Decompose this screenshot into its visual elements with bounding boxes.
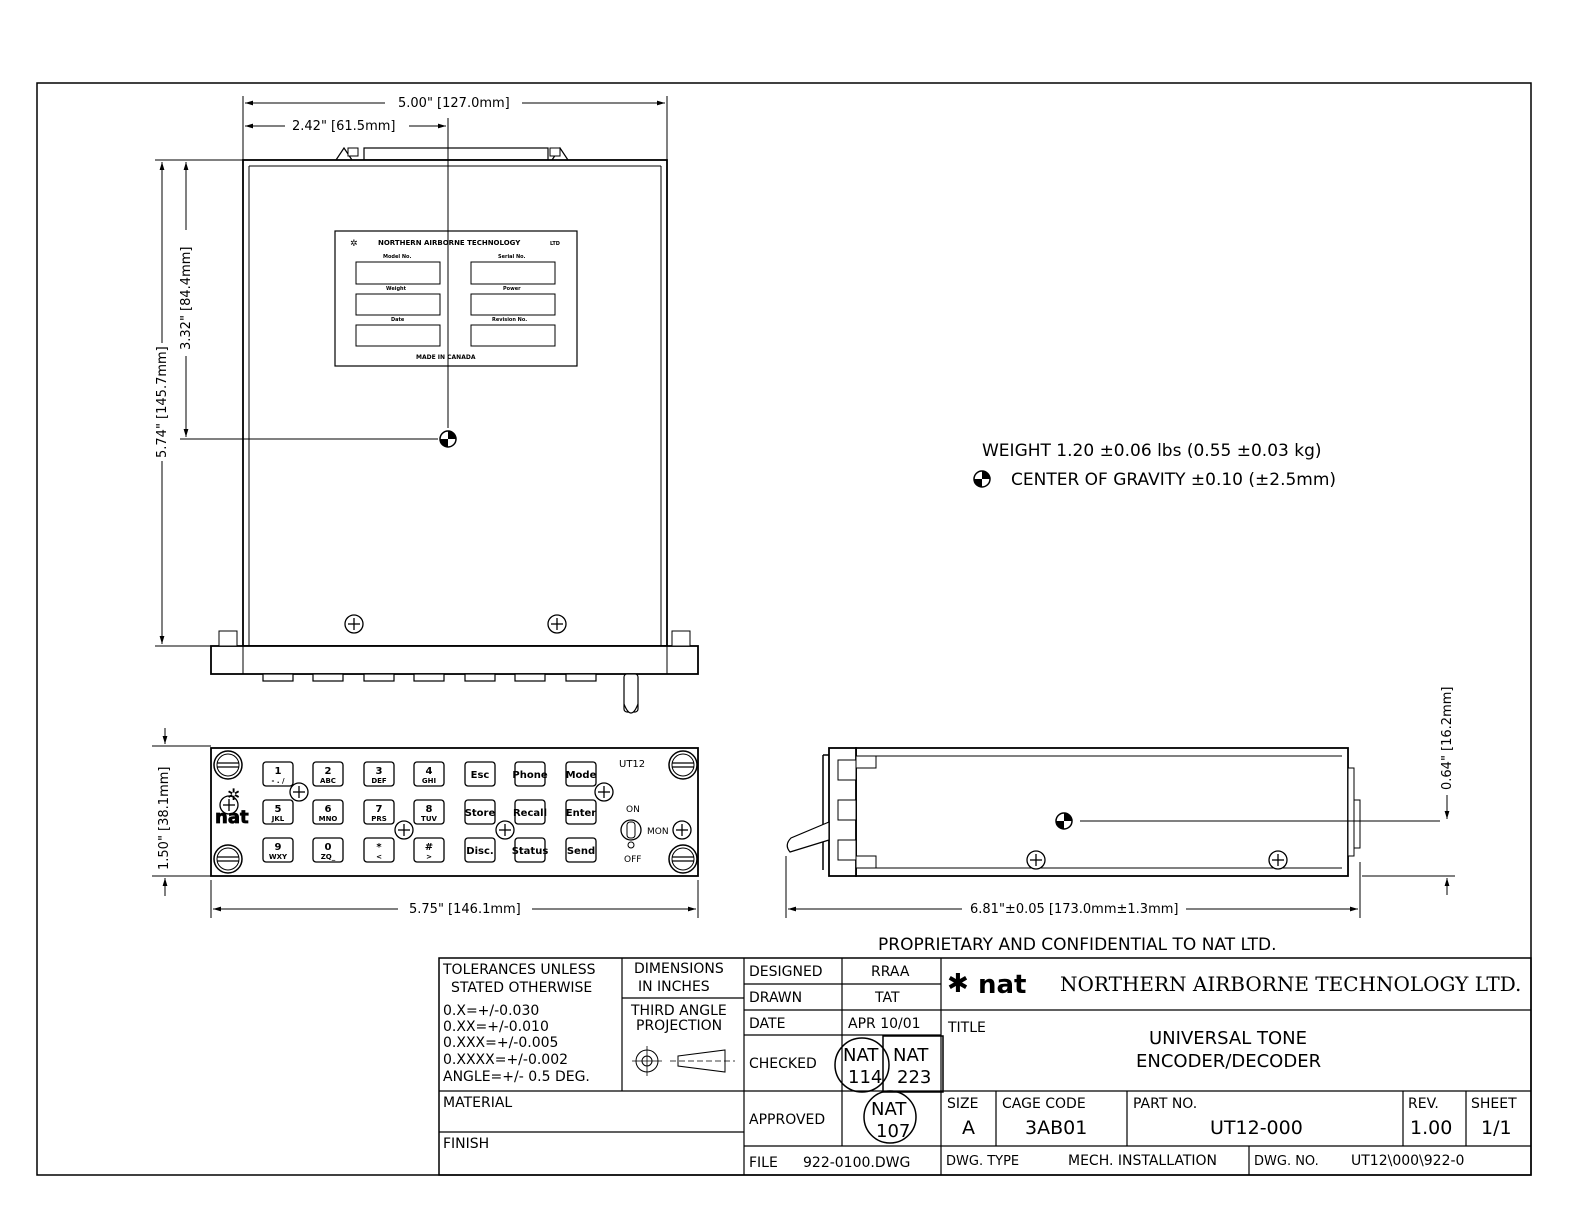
side-cg-icon: [1056, 813, 1072, 829]
nat-star-icon: ✱: [947, 969, 969, 999]
keypad-key-label: 7: [375, 804, 383, 815]
keypad-key-label: Recall: [512, 808, 548, 819]
keypad-key: [512, 762, 547, 786]
keypad-key: [364, 800, 394, 824]
checked-stamp: NAT: [893, 1045, 929, 1066]
side-cg-dim: 0.64" [16.2mm]: [1440, 686, 1455, 790]
designed-label: DESIGNED: [749, 964, 823, 980]
keypad-key-label: #: [424, 842, 434, 853]
keypad-key: [566, 800, 597, 824]
keypad-key-label: 3: [375, 766, 383, 777]
keypad-key-sublabel: - . /: [271, 777, 285, 785]
keypad-key-label: Status: [511, 846, 549, 857]
drawing-title: ENCODER/DECODER: [1136, 1051, 1322, 1072]
keypad-key-sublabel: TUV: [421, 815, 437, 823]
top-height-dim: 5.74" [145.7mm]: [155, 346, 170, 458]
drawing-title: UNIVERSAL TONE: [1149, 1028, 1307, 1049]
keypad-key-label: Send: [566, 846, 596, 857]
date-value: APR 10/01: [848, 1016, 921, 1032]
side-screw-icon: [1027, 851, 1045, 869]
plate-revision-label: Revision No.: [492, 317, 528, 323]
keypad-key-label: Store: [464, 808, 496, 819]
keypad-key: [364, 838, 394, 862]
keypad-key: [465, 838, 495, 862]
sheet-value: 1/1: [1481, 1117, 1512, 1139]
keypad-key-label: Mode: [565, 770, 597, 781]
rev-label: REV.: [1408, 1096, 1439, 1112]
date-label: DATE: [749, 1016, 786, 1032]
keypad: [263, 762, 597, 862]
keypad-key: [263, 800, 293, 824]
tolerance-line: 0.XX=+/-0.010: [443, 1019, 549, 1035]
top-screw-icon: [345, 615, 363, 633]
keypad-key-label: Enter: [565, 808, 597, 819]
keypad-key-sublabel: <: [376, 853, 382, 861]
finish-label: FINISH: [443, 1136, 490, 1152]
cg-legend-icon: [974, 471, 990, 487]
keypad-key: [512, 838, 549, 862]
dwg-type-value: MECH. INSTALLATION: [1068, 1153, 1217, 1169]
front-screw-icon: [669, 751, 697, 779]
keypad-key: [313, 838, 343, 862]
plate-star-icon: ✲: [350, 239, 358, 249]
checked-stamp: NAT: [843, 1045, 879, 1066]
top-cg-y-dim: 3.32" [84.4mm]: [179, 246, 194, 350]
keypad-key: [566, 838, 596, 862]
side-length-dim: 6.81"±0.05 [173.0mm±1.3mm]: [970, 902, 1179, 917]
keypad-key-sublabel: ABC: [320, 777, 336, 785]
front-screw-icon: [214, 751, 242, 779]
approved-stamp: NAT: [871, 1099, 907, 1120]
front-small-screw-icon: [673, 821, 691, 839]
keypad-key-label: Disc.: [466, 846, 494, 857]
approved-label: APPROVED: [749, 1112, 826, 1128]
keypad-key-label: 4: [425, 766, 433, 777]
switch-on-label: ON: [626, 805, 640, 815]
dwg-no-value: UT12\000\922-0: [1351, 1153, 1465, 1169]
tolerance-line: ANGLE=+/- 0.5 DEG.: [443, 1069, 590, 1085]
plate-made-in: MADE IN CANADA: [416, 354, 476, 361]
keypad-key: [465, 800, 496, 824]
keypad-key: [414, 762, 444, 786]
material-label: MATERIAL: [443, 1095, 513, 1111]
front-view: [211, 748, 698, 876]
front-model: UT12: [619, 759, 646, 770]
designed-value: RRAA: [871, 964, 910, 980]
top-view: [211, 148, 698, 713]
drawn-value: TAT: [875, 990, 900, 1006]
part-no-value: UT12-000: [1210, 1117, 1303, 1139]
title-block-text: [442, 961, 1521, 1171]
drawn-label: DRAWN: [749, 990, 803, 1006]
keypad-key-sublabel: JKL: [271, 815, 285, 823]
front-logo-star-icon: ✲: [227, 785, 241, 804]
keypad-key-label: 2: [324, 766, 332, 777]
keypad-key-sublabel: WXY: [268, 853, 288, 861]
cage-code-label: CAGE CODE: [1002, 1096, 1086, 1112]
plate-company: NORTHERN AIRBORNE TECHNOLOGY: [378, 239, 521, 247]
front-height-dim: 1.50" [38.1mm]: [157, 766, 172, 870]
keypad-key: [566, 762, 597, 786]
switch-mon-label: MON: [647, 827, 669, 837]
approved-stamp: 107: [876, 1121, 911, 1142]
size-value: A: [962, 1117, 975, 1139]
dwg-no-label: DWG. NO.: [1254, 1154, 1319, 1169]
tolerance-line: 0.XXX=+/-0.005: [443, 1035, 559, 1051]
front-small-screw-icon: [595, 783, 613, 801]
keypad-key: [313, 762, 343, 786]
keypad-key-sublabel: PRS: [371, 815, 387, 823]
front-logo: nat: [215, 807, 249, 828]
keypad-key-sublabel: >: [426, 853, 432, 861]
keypad-key: [263, 762, 293, 786]
keypad-key-label: 1: [274, 766, 282, 777]
plate-company-suffix: LTD: [550, 241, 560, 247]
keypad-key: [414, 800, 444, 824]
tolerances-title: TOLERANCES UNLESS: [443, 962, 596, 978]
front-small-screw-icon: [395, 821, 413, 839]
projection-label: THIRD ANGLE: [631, 1003, 727, 1019]
keypad-key-label: 5: [274, 804, 282, 815]
keypad-key-sublabel: ZQ_: [320, 853, 336, 861]
top-width-dim: 5.00" [127.0mm]: [398, 96, 510, 111]
plate-weight-label: Weight: [386, 286, 406, 292]
proprietary-notice: PROPRIETARY AND CONFIDENTIAL TO NAT LTD.: [878, 935, 1277, 955]
checked-stamp: 223: [897, 1067, 932, 1088]
keypad-key: [313, 800, 343, 824]
keypad-key-sublabel: MNO: [318, 815, 338, 823]
keypad-key: [513, 800, 547, 824]
front-screw-icon: [669, 845, 697, 873]
keypad-key-label: *: [376, 842, 382, 853]
keypad-key-sublabel: DEF: [371, 777, 387, 785]
title-label: TITLE: [948, 1020, 986, 1036]
top-cg-x-dim: 2.42" [61.5mm]: [292, 119, 396, 134]
dimensions-units: DIMENSIONS: [634, 961, 724, 977]
plate-serial-label: Serial No.: [498, 254, 526, 260]
switch-off-label: OFF: [624, 855, 642, 865]
front-screw-icon: [214, 845, 242, 873]
front-small-screw-icon: [496, 821, 514, 839]
projection-label: PROJECTION: [636, 1018, 723, 1034]
rev-value: 1.00: [1410, 1117, 1453, 1139]
part-no-label: PART NO.: [1133, 1096, 1198, 1112]
keypad-key-label: 9: [274, 842, 282, 853]
file-label: FILE: [749, 1155, 778, 1171]
weight-note: WEIGHT 1.20 ±0.06 lbs (0.55 ±0.03 kg): [982, 441, 1322, 461]
dimensions-units: IN INCHES: [638, 979, 710, 995]
side-view: [787, 748, 1360, 876]
keypad-key: [465, 762, 495, 786]
plate-power-label: Power: [503, 286, 521, 292]
cg-note: CENTER OF GRAVITY ±0.10 (±2.5mm): [1011, 470, 1337, 490]
keypad-key-label: Esc: [470, 770, 490, 781]
tolerance-line: 0.XXXX=+/-0.002: [443, 1052, 569, 1068]
keypad-key: [414, 838, 444, 862]
keypad-key-label: 0: [324, 842, 332, 853]
keypad-key-label: 8: [425, 804, 433, 815]
plate-date-label: Date: [391, 317, 405, 323]
company-name: NORTHERN AIRBORNE TECHNOLOGY LTD.: [1060, 972, 1522, 996]
dwg-type-label: DWG. TYPE: [946, 1154, 1020, 1169]
plate-model-label: Model No.: [383, 254, 412, 260]
top-cg-icon: [440, 431, 456, 447]
keypad-key: [364, 762, 394, 786]
front-width-dim: 5.75" [146.1mm]: [409, 902, 521, 917]
side-screw-icon: [1269, 851, 1287, 869]
checked-label: CHECKED: [749, 1056, 817, 1072]
tolerance-line: 0.X=+/-0.030: [443, 1003, 540, 1019]
keypad-key-label: 6: [324, 804, 332, 815]
top-screw-icon: [548, 615, 566, 633]
keypad-key: [263, 838, 293, 862]
keypad-key-label: Phone: [512, 770, 548, 781]
cage-code-value: 3AB01: [1025, 1117, 1088, 1139]
tolerances-title: STATED OTHERWISE: [451, 980, 593, 996]
keypad-key-sublabel: GHI: [421, 777, 437, 785]
nat-logo: nat: [978, 970, 1027, 1000]
sheet-label: SHEET: [1471, 1096, 1517, 1112]
file-value: 922-0100.DWG: [803, 1155, 911, 1171]
checked-stamp: 114: [848, 1067, 883, 1088]
size-label: SIZE: [947, 1096, 979, 1112]
